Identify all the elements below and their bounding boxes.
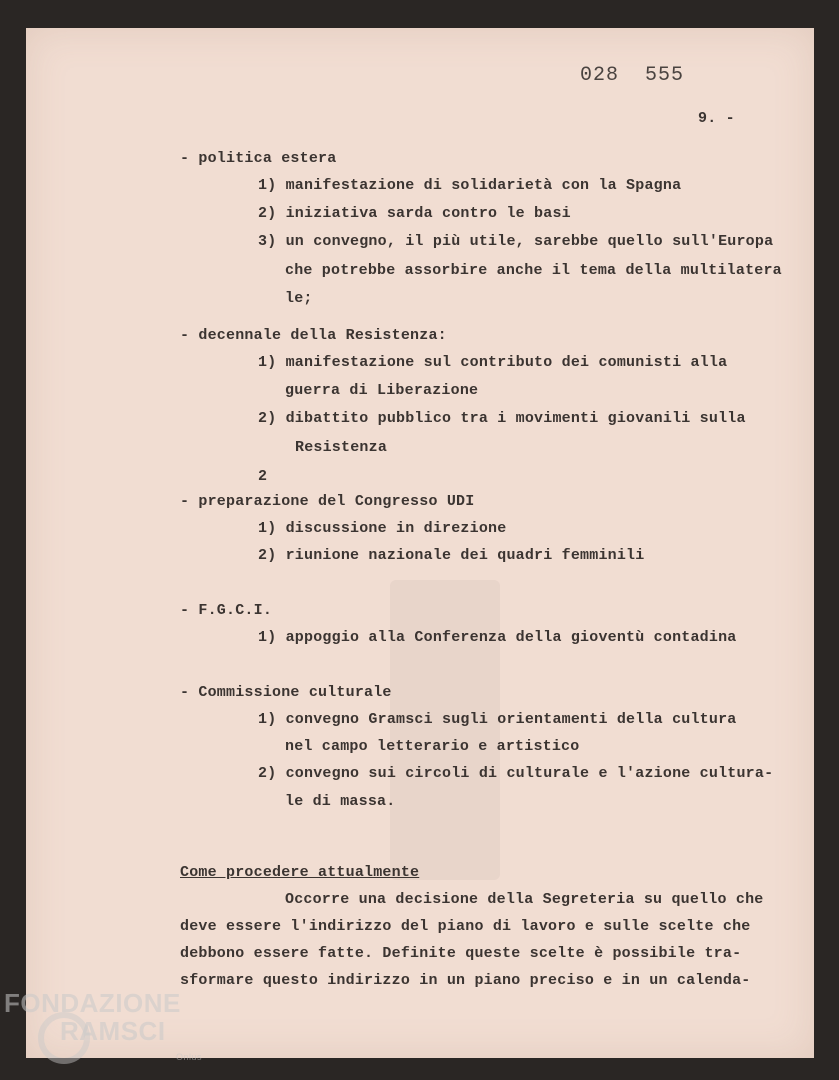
list-item: 2) iniziativa sarda contro le basi [258,205,571,222]
page-number: 9. - [698,110,735,127]
list-item: 1) manifestazione di solidarietà con la Spagna [258,177,682,194]
archive-number-b: 555 [645,64,685,87]
list-item: 3) un convegno, il più utile, sarebbe quello sull'Europa [258,233,774,250]
heading-decennale-resistenza: - decennale della Resistenza: [180,327,447,344]
faint-stamp [390,580,500,880]
list-item-continuation: Resistenza [295,439,388,456]
paragraph-line: sformare questo indirizzo in un piano preciso e in un calenda- [180,972,751,989]
list-item-continuation: che potrebbe assorbire anche il tema della multilatera [285,262,782,279]
list-item-continuation: nel campo letterario e artistico [285,738,580,755]
archive-number [580,64,684,87]
list-item: 2) convegno sui circoli di culturale e l'azione cultura- [258,765,774,782]
watermark-line-2: RAMSCI [60,1016,166,1046]
section-title: Come procedere attualmente [180,864,420,881]
archive-number-a: 028 [580,64,620,87]
list-item-continuation: guerra di Liberazione [285,382,479,399]
heading-politica-estera: - politica estera [180,150,337,167]
list-item: 1) discussione in direzione [258,520,507,537]
paragraph-line: debbono essere fatte. Definite queste scelte è possibile tra- [180,945,742,962]
heading-fgci: - F.G.C.I. [180,602,273,619]
watermark-line-1: FONDAZIONE [4,988,181,1018]
list-item-continuation: le; [285,290,313,307]
stray-mark: 2 [258,468,268,485]
watermark-suffix: Onlus [176,1052,203,1062]
list-item: 1) manifestazione sul contributo dei comunisti alla [258,354,728,371]
heading-commissione-culturale: - Commissione culturale [180,684,392,701]
paragraph-line: Occorre una decisione della Segreteria su quello che [285,891,764,908]
fondazione-gramsci-watermark [4,988,203,1062]
list-item: 2) dibattito pubblico tra i movimenti giovanili sulla [258,410,746,427]
paragraph-line: deve essere l'indirizzo del piano di lavoro e sulle scelte che [180,918,751,935]
list-item-continuation: le di massa. [285,793,396,810]
heading-congresso-udi: - preparazione del Congresso UDI [180,493,475,510]
list-item: 1) appoggio alla Conferenza della gioventù contadina [258,629,737,646]
list-item: 1) convegno Gramsci sugli orientamenti della cultura [258,711,737,728]
list-item: 2) riunione nazionale dei quadri femminili [258,547,645,564]
